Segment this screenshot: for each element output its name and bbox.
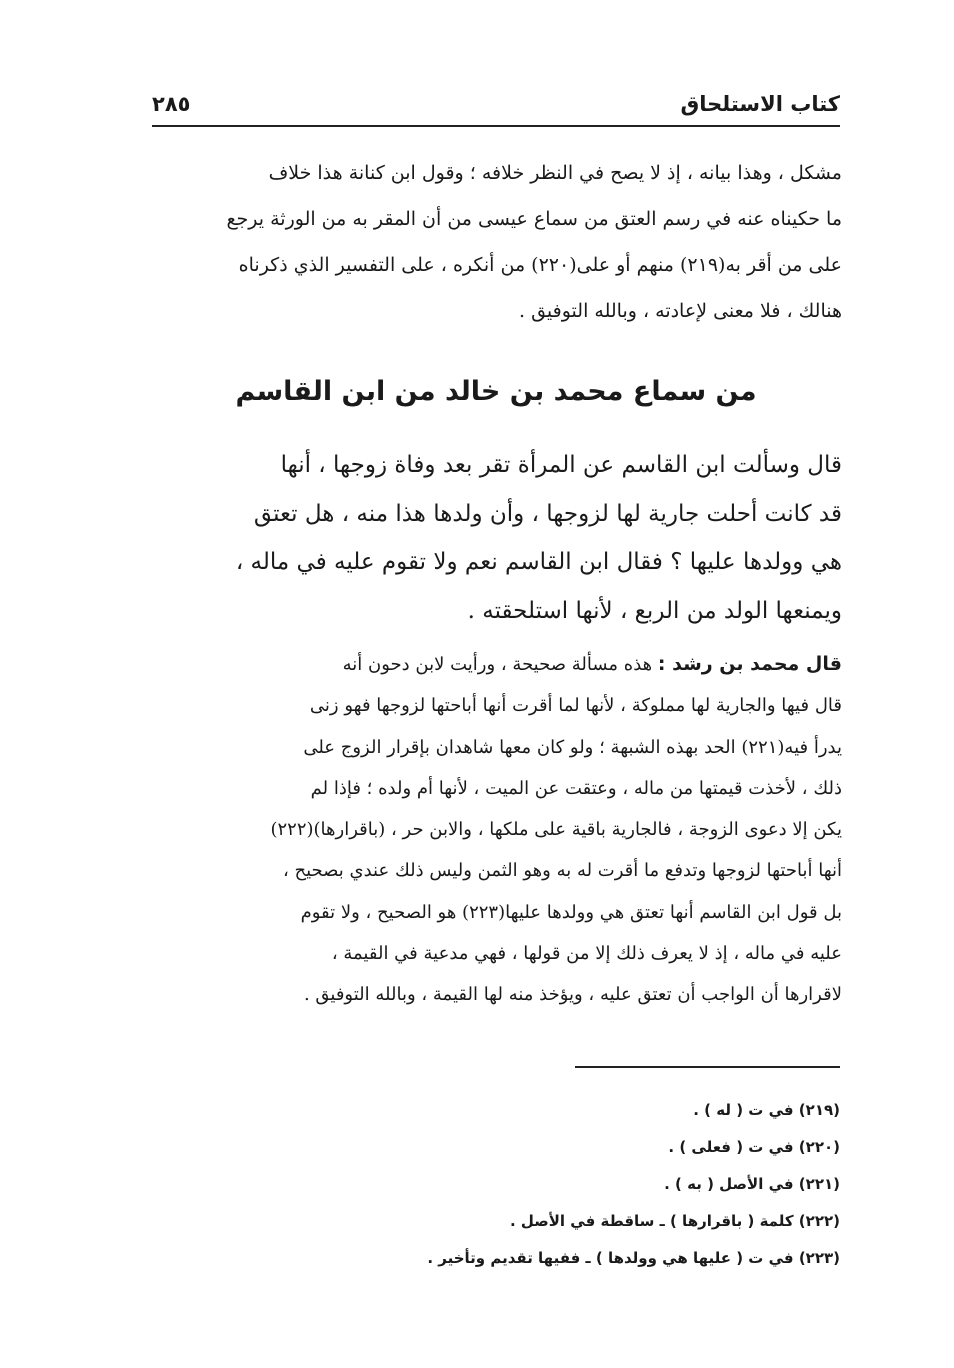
question-paragraph [152, 441, 842, 635]
footnote: (٢٢٠) في ت ( فعلى ) . [668, 1138, 840, 1156]
text-line: هي وولدها عليها ؟ فقال ابن القاسم نعم ولا تقوم عليه في ماله ، [235, 549, 842, 575]
text-line: قال وسألت ابن القاسم عن المرأة تقر بعد وفاة زوجها ، أنها [280, 452, 842, 478]
commentary-paragraph [152, 644, 842, 1016]
text-line: لاقرارها أن الواجب أن تعتق عليه ، ويؤخذ منه لها القيمة ، وبالله التوفيق . [303, 984, 842, 1006]
text-line: قال فيها والجارية لها مملوكة ، لأنها لما أقرت أنها أباحتها لزوجها فهو زنى [309, 695, 842, 717]
text-line: يكن إلا دعوى الزوجة ، فالجارية باقية على ملكها ، والابن حر ، (باقرارها)(٢٢٢) [270, 819, 842, 841]
text-line: عليه في ماله ، إذ لا يعرف ذلك إلا من قولها ، فهي مدعية في القيمة ، [331, 943, 842, 965]
footnotes [300, 1092, 840, 1277]
text-line [152, 644, 842, 685]
text-line: على من أقر به(٢١٩) منهم أو على(٢٢٠) من أنكره ، على التفسير الذي ذكرناه [238, 254, 842, 276]
text-line: ويمنعها الولد من الربع ، لأنها استلحقته . [467, 597, 842, 624]
text-line: يدرأ فيه(٢٢١) الحد بهذه الشبهة ؛ ولو كان معها شاهدان بإقرار الزوج على [303, 736, 842, 758]
text-line: ما حكيناه عنه في رسم العتق من سماع عيسى من أن المقر به من الورثة يرجع [226, 208, 842, 230]
footnote: (٢١٩) في ت ( له ) . [693, 1101, 840, 1119]
text-line: بل قول ابن القاسم أنها تعتق هي وولدها عليها(٢٢٣) هو الصحيح ، ولا تقوم [300, 901, 842, 923]
running-title: كتاب الاستلحاق [680, 92, 840, 116]
intro-paragraph [152, 150, 842, 334]
page-number: ٢٨٥ [152, 92, 191, 116]
footnote-divider [575, 1066, 840, 1068]
page-header [152, 86, 840, 126]
footnote: (٢٢٣) في ت ( عليها هي وولدها ) ـ ففيها تقديم وتأخير . [427, 1249, 840, 1267]
text-line: مشكل ، وهذا بيانه ، إذ لا يصح في النظر خلافه ؛ وقول ابن كنانة هذا خلاف [268, 162, 842, 184]
text-line: قد كانت أحلت جارية لها لزوجها ، وأن ولدها هذا منه ، هل تعتق [253, 500, 842, 527]
footnote: (٢٢١) في الأصل ( به ) . [664, 1175, 840, 1193]
text-line: أنها أباحتها لزوجها وتدفع ما أقرت له به وهو الثمن وليس ذلك عندي بصحيح ، [282, 860, 842, 882]
section-heading: من سماع محمد بن خالد من ابن القاسم [235, 376, 757, 407]
text-line: هنالك ، فلا معنى لإعادته ، وبالله التوفيق . [519, 300, 842, 322]
commentary-lead: قال محمد بن رشد : [657, 653, 842, 675]
footnote: (٢٢٢) كلمة ( باقرارها ) ـ ساقطة في الأصل . [509, 1212, 840, 1230]
commentary-first-line: هذه مسألة صحيحة ، ورأيت لابن دحون أنه [342, 654, 658, 675]
text-line: ذلك ، لأخذت قيمتها من ماله ، وعتقت عن الميت ، لأنها أم ولده ؛ فإذا لم [310, 777, 842, 799]
header-divider [152, 125, 840, 127]
